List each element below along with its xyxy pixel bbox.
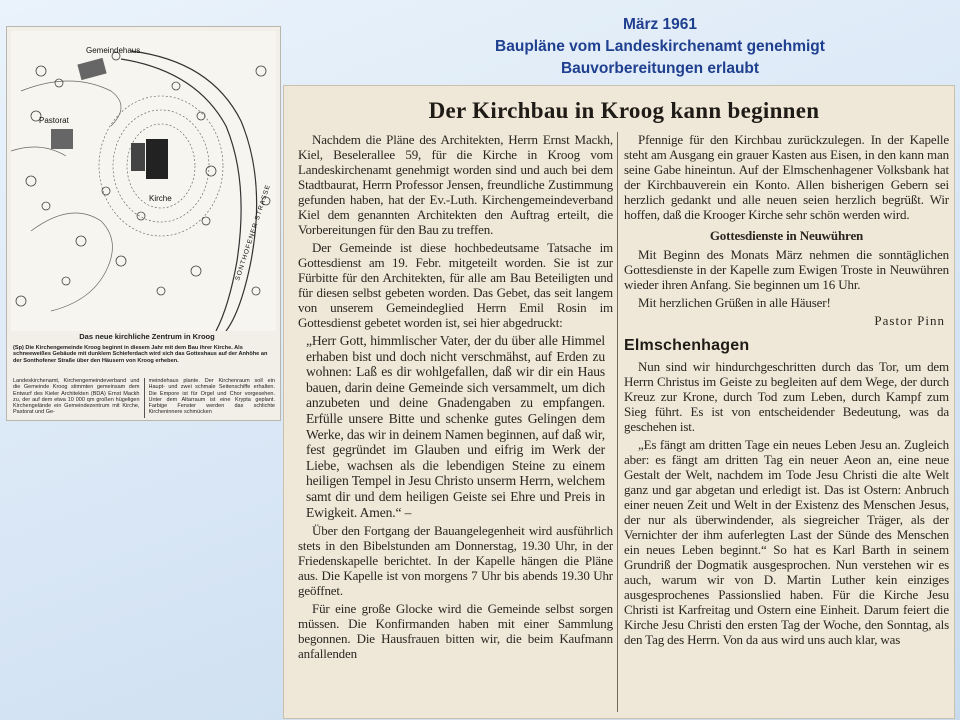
article-paragraph: Über den Fortgang der Bauangelegenheit wird ausführlich stets in den Bibelstunden am Donnerstag, 19.30 Uhr, in der Friedenskapelle berichtet. In der Kapelle hängen die Pläne aus. Die Kapelle ist von morgens 7 Uhr bis abends 19.30 Uhr geöffnet. xyxy=(298,523,613,599)
article-paragraph: „Es fängt am dritten Tage ein neues Leben Jesu an. Zugleich aber: es fängt am dritten Tag ein neuer Aeon an, eine neue Gestalt der Welt, nachdem im Tode Jesu Christi die alte Welt ganz und gar abgetan und erledigt ist. Das ist Ostern: Anbruch einer neuen Zeit und Welt in der Existenz des Menschen Jesus, der nur als überwindender, als siegreicher Träger, als der Vernichter der ihm auferlegten Last der Sünde des Menschen ein neues Leben beginnt.“ So hat es Karl Barth in seinem Grundriß der Dogmatik ausgesprochen. Nun verstehen wir es auch, warum wir von D. Martin Luther kein einziges ausgesprochenes Passionslied haben. Für die Kirche Jesu Christi ist Karfreitag und Ostern eine Einheit. Darum feiert die Kirche Jesu Christi den ersten Tag der Woche, den Sonntag, als den Tag des Herrn. Von da aus wird uns auch klar, was xyxy=(624,437,949,647)
plan-caption: Das neue kirchliche Zentrum in Kroog xyxy=(79,332,215,341)
label-strasse: SONTHOFENER STRASSE xyxy=(234,183,273,282)
plan-text-col-1: Landeskirchenamt, Kirchengemeindeverband und die Gemeinde Kroog stimmten gemeinsam dem Entwurf des Kieler Architekten (BDA) Ernst Mackh zu, der auf dem etwa 10 000 qm großen hügeligen Kirchengelände ein Gemeindezentrum mit Kirche, Pastorat und Ge- xyxy=(13,378,140,416)
plan-note: (Sp) Die Kirchengemeinde Kroog beginnt in diesem Jahr mit dem Bau ihrer Kirche. Als schneeweißes Gebäude mit dunklem Schieferdach wird sich das Gotteshaus auf der Anhöhe an der Sonthofener Straße über den Häusern von Kroog erheben. xyxy=(13,345,268,364)
subheading-neuwuehren: Gottesdienste in Neuwühren xyxy=(709,228,864,243)
map-background xyxy=(11,31,276,331)
church-building xyxy=(146,139,168,179)
site-plan-clipping xyxy=(7,27,280,420)
label-gemeindehaus: Gemeindehaus xyxy=(86,46,141,55)
greeting-line: Mit herzlichen Grüßen in alle Häuser! xyxy=(638,295,831,310)
label-kirche: Kirche xyxy=(149,194,172,203)
plan-text-columns xyxy=(13,378,275,418)
article-paragraph: Nun sind wir hindurchgeschritten durch das Tor, um dem Herrn Christus im Geiste zu begleiten auf dem Wege, der durch Kreuz zur Krone, durch Tod zum Leben, durch Kampf zum Sieg führt. Es ist von entscheidender Bedeutung, was da geschehen ist. xyxy=(624,359,949,434)
newspaper-article xyxy=(284,86,954,718)
slide-title xyxy=(480,14,840,80)
site-plan-map xyxy=(11,31,276,331)
section-heading-elmschenhagen: Elmschenhagen xyxy=(624,337,750,354)
slide-subtitle-preparation: Bauvorbereitungen erlaubt xyxy=(560,60,760,77)
signature-pastor: Pastor Pinn xyxy=(874,313,945,328)
article-column-left xyxy=(298,132,613,718)
label-pastorat: Pastorat xyxy=(39,116,69,125)
pastorat-building xyxy=(51,129,73,149)
article-paragraph: Der Gemeinde ist diese hochbedeutsame Tatsache im Gottesdienst am 19. Febr. mitgeteilt worden. Sie ist zur Fürbitte für den Architekten, für alle am Bau Beteiligten und für diesen selbst gebeten worden. Das Gebet, das seit langem von unserem Gemeindeglied Herrn Emil Rosin im Gottesdienst gebetet worden ist, sei hier abgedruckt: xyxy=(298,240,613,330)
article-column-right xyxy=(624,132,949,718)
plan-column-divider xyxy=(144,378,145,418)
prayer-text: „Herr Gott, himmlischer Vater, der du über alle Himmel erhaben bist und doch nicht verschmähst, auf Erden zu wohnen: Laß es dir wohlgefallen, daß wir dir ein Haus bauen, darin deine Gemeinde sich versammelt, um dich anzubeten und deine Gnadengaben zu empfangen. Erfülle unsere Bitte und schenke gutes Gelingen dem Werke, das wir in deinem Namen beginnen, auf daß wir, fest gegründet im Glauben und eifrig im Werk der Liebe, wachsen als die lebendigen Steine zu einem heiligen Tempel in Jesu Christo unserm Herrn, welchem samt dir und dem heiligen Geiste sei Ehre und Preis in Ewigkeit. Amen.“ – xyxy=(306,333,605,520)
slide-date: März 1961 xyxy=(622,16,698,33)
church-tower xyxy=(131,143,145,171)
article-paragraph: Mit Beginn des Monats März nehmen die sonntäglichen Gottesdienste in der Kapelle zum Ewigen Troste in Neuwühren wieder ihren Anfang. Sie beginnen um 16 Uhr. xyxy=(624,247,949,292)
column-divider xyxy=(617,132,618,712)
plan-text-col-2: meindehaus plante. Der Kirchenraum soll ein Haupt- und zwei schmale Seitenschiffe erhalten. Die Empore ist für Orgel und Chor vorgesehen. Unter dem Altarraum ist eine Krypta geplant. Farbige Fenster werden das schlichte Kircheninnere schmücken xyxy=(148,378,275,416)
slide-subtitle-approval: Baupläne vom Landeskirchenamt genehmigt xyxy=(495,38,825,55)
article-paragraph: Pfennige für den Kirchbau zurückzulegen. In der Kapelle steht am Ausgang ein grauer Kasten aus Eisen, in den kann man seine Gabe hineintun. Auf der Elmschenhagener Volksbank hat der Kirchbauverein ein Konto. Allen bisherigen Gebern sei herzlich gedankt und alle neuen seien herzlich begrüßt. Wir hoffen, daß die Krooger Kirche sehr schön werden wird. xyxy=(624,132,949,222)
article-paragraph: Nachdem die Pläne des Architekten, Herrn Ernst Mackh, Kiel, Beselerallee 59, für die Kirche in Kroog vom Landeskirchenamt genehmigt worden sind und auch bei dem Stadtbaurat, Herrn Professor Jensen, freundliche Zustimmung gefunden haben, hat der Ev.-Luth. Kirchengemeindeverband Kiel dem genannten Architekten den Auftrag erteilt, die Vorbereitungen für den Bau zu treffen. xyxy=(298,132,613,237)
article-headline: Der Kirchbau in Kroog kann beginnen xyxy=(428,98,820,123)
article-paragraph: Für eine große Glocke wird die Gemeinde selbst sorgen müssen. Die Konfirmanden haben mit einer Sammlung begonnen. Die Hausfrauen bitten wir, die beim Kaufmann anfallenden xyxy=(298,601,613,662)
